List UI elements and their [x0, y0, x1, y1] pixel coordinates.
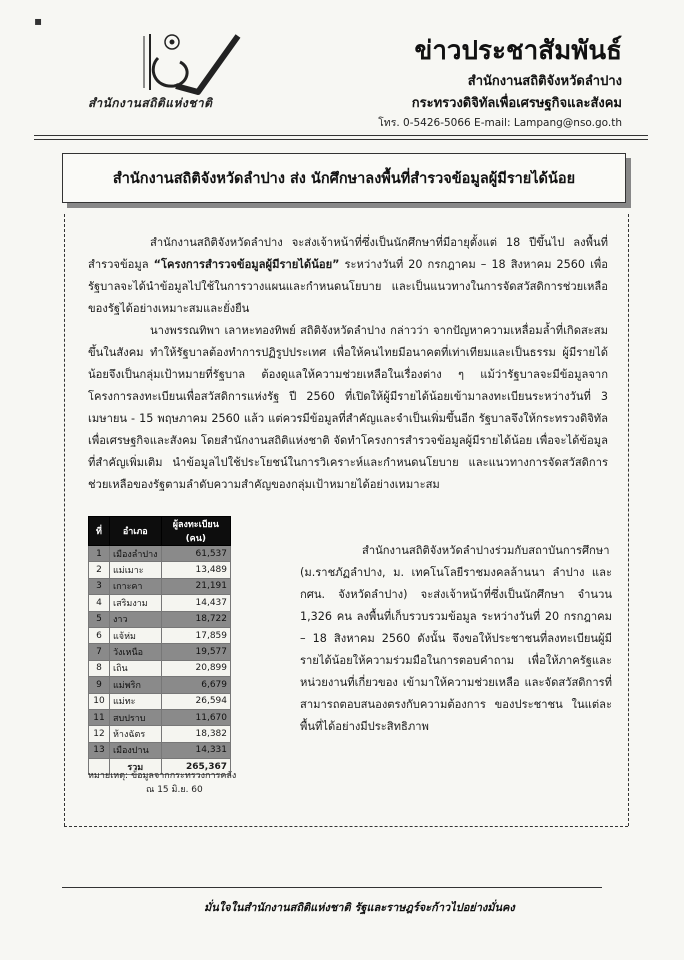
cell-count: 19,577	[161, 644, 230, 660]
cell-no: 2	[89, 562, 110, 578]
corner-mark: ▪	[34, 14, 43, 28]
headline-box	[62, 153, 626, 203]
paragraph-1	[88, 232, 608, 320]
cell-district: แม่พริก	[110, 677, 162, 693]
table-row	[89, 595, 231, 611]
paragraph-2	[88, 320, 608, 496]
headline: สำนักงานสถิติจังหวัดลำปาง ส่ง นักศึกษาลงพื้นที่สำรวจข้อมูลผู้มีรายได้น้อย	[112, 170, 576, 187]
survey-name: “โครงการสำรวจข้อมูลผู้มีรายได้น้อย”	[153, 258, 340, 271]
cell-no: 4	[89, 595, 110, 611]
cell-count: 13,489	[161, 562, 230, 578]
dashed-border-right	[628, 214, 629, 826]
cell-district: วังเหนือ	[110, 644, 162, 660]
cell-district: เมืองปาน	[110, 742, 162, 758]
table-row	[89, 742, 231, 758]
cell-no: 5	[89, 611, 110, 627]
header-divider-2	[34, 139, 648, 140]
dashed-border-bottom	[64, 826, 628, 827]
cell-no: 3	[89, 578, 110, 594]
cell-no: 7	[89, 644, 110, 660]
office-name: สำนักงานสถิติจังหวัดลำปาง	[467, 74, 622, 89]
cell-district: เกาะคา	[110, 578, 162, 594]
table-row	[89, 627, 231, 643]
header-divider	[34, 135, 648, 136]
ministry-name: กระทรวงดิจิทัลเพื่อเศรษฐกิจและสังคม	[411, 96, 622, 111]
cell-no: 11	[89, 709, 110, 725]
cell-no: 10	[89, 693, 110, 709]
paragraph-3	[300, 540, 612, 738]
paragraph-1-text: สำนักงานสถิติจังหวัดลำปาง จะส่งเจ้าหน้าที่ซึ่งเป็นนักศึกษาที่มีอายุตั้งแต่ 18 ปีขึ้นไป ลงพื้นที่สำรวจข้อมูล	[88, 236, 608, 271]
table-row	[89, 677, 231, 693]
col-header-no: ที่	[89, 517, 110, 546]
dashed-border-left	[64, 214, 65, 826]
cell-no: 12	[89, 726, 110, 742]
table-row	[89, 644, 231, 660]
table-note-date: ณ 15 มิ.ย. 60	[146, 785, 203, 795]
cell-no: 6	[89, 627, 110, 643]
cell-district: งาว	[110, 611, 162, 627]
table-row	[89, 726, 231, 742]
cell-count: 18,382	[161, 726, 230, 742]
cell-no: 8	[89, 660, 110, 676]
table-row	[89, 693, 231, 709]
table-row	[89, 546, 231, 562]
total-label: รวม	[110, 759, 162, 775]
cell-district: เถิน	[110, 660, 162, 676]
paragraph-3-text: สำนักงานสถิติจังหวัดลำปางร่วมกับสถาบันการศึกษา (ม.ราชภัฏลำปาง, ม. เทคโนโลยีราชมงคลล้านนา ลำปาง และ กศน. จังหวัดลำปาง) จะส่งเจ้าหน้าที่ซึ่งเป็นนักศึกษา จำนวน 1,326 คน ลงพื้นที่เก็บรวบรวมข้อมูล ระหว่างวันที่ 20 กรกฎาคม – 18 สิงหาคม 2560 ดังนั้น จึงขอให้ประชาชนที่ลงทะเบียนผู้มีรายได้น้อยให้ความร่วมมือในการตอบคำถาม เพื่อให้ภาครัฐและหน่วยงานที่เกี่ยวของ เข้ามาให้ความช่วยเหลือ และจัดสวัสดิการที่สามารถตอบสนองตรงกับความต้องการ ของประชาชน ในแต่ละพื้นที่ได้อย่างมีประสิทธิภาพ	[300, 544, 612, 733]
contact-info: โทร. 0-5426-5066 E-mail: Lampang@nso.go.th	[378, 117, 622, 129]
cell-district: สบปราบ	[110, 709, 162, 725]
col-header-district: อำเภอ	[110, 517, 162, 546]
page-title: ข่าวประชาสัมพันธ์	[414, 36, 622, 66]
cell-count: 14,331	[161, 742, 230, 758]
table-row	[89, 578, 231, 594]
cell-count: 21,191	[161, 578, 230, 594]
cell-district: เสริมงาม	[110, 595, 162, 611]
registration-table	[88, 516, 231, 775]
cell-count: 61,537	[161, 546, 230, 562]
footer-divider	[62, 887, 602, 888]
cell-count: 26,594	[161, 693, 230, 709]
footer-slogan: มั่นใจในสำนักงานสถิติแห่งชาติ รัฐและราษฎร์จะก้าวไปอย่างมั่นคง	[204, 901, 515, 914]
table-row	[89, 660, 231, 676]
paragraph-1-text-end: ระหว่างวันที่ 20 กรกฎาคม – 18 สิงหาคม 2560 เพื่อรัฐบาลจะได้นำข้อมูลไปใช้ในการวางแผนและกำหนดนโยบาย และเป็นแนวทางในการจัดสวัสดิการช่วยเหลือของรัฐได้อย่างเหมาะสมและยั่งยืน	[88, 258, 608, 315]
col-header-count: ผู้ลงทะเบียน (คน)	[161, 517, 230, 546]
cell-count: 6,679	[161, 677, 230, 693]
cell-district: แม่ทะ	[110, 693, 162, 709]
paragraph-2-text: นางพรรณทิพา เลาหะทองทิพย์ สถิติจังหวัดลำปาง กล่าวว่า จากปัญหาความเหลื่อมล้ำที่เกิดสะสมขึ้นในสังคม ทำให้รัฐบาลต้องทำการปฏิรูปประเทศ เพื่อให้คนไทยมีอนาคตที่เท่าเทียมและเป็นธรรม ผู้มีรายได้น้อยจึงเป็นกลุ่มเป้าหมายที่รัฐบาล ต้องดูแลให้ความช่วยเหลือในเรื่องต่าง ๆ แม้ว่ารัฐบาลจะมีข้อมูลจากโครงการลงทะเบียนเพื่อสวัสดิการแห่งรัฐ ปี 2560 ที่เปิดให้ผู้มีรายได้น้อยเข้ามาลงทะเบียนระหว่างวันที่ 3 เมษายน - 15 พฤษภาคม 2560 แล้ว แต่ควรมีข้อมูลที่สำคัญและจำเป็นเพิ่มขึ้นอีก รัฐบาลจึงให้กระทรวงดิจิทัลเพื่อเศรษฐกิจและสังคม โดยสำนักงานสถิติแห่งชาติ จัดทำโครงการสำรวจข้อมูลผู้มีรายได้น้อย เพื่อจะได้ข้อมูลที่สำคัญเพิ่มเติม นำข้อมูลไปใช้ประโยชน์ในการวิเคราะห์และกำหนดนโยบาย และแนวทางการจัดสวัสดิการช่วยเหลือของรัฐตามลำดับความสำคัญของกลุ่มเป้าหมายได้อย่างเหมาะสม	[88, 324, 608, 491]
table-row	[89, 562, 231, 578]
cell-no: 1	[89, 546, 110, 562]
cell-count: 17,859	[161, 627, 230, 643]
cell-count: 14,437	[161, 595, 230, 611]
table-row	[89, 709, 231, 725]
cell-district: แจ้ห่ม	[110, 627, 162, 643]
cell-district: เมืองลำปาง	[110, 546, 162, 562]
cell-district: ห้างฉัตร	[110, 726, 162, 742]
table-header-row	[89, 517, 231, 546]
cell-no: 9	[89, 677, 110, 693]
cell-count: 11,670	[161, 709, 230, 725]
cell-no: 13	[89, 742, 110, 758]
table-row	[89, 611, 231, 627]
cell-count: 18,722	[161, 611, 230, 627]
table-note: หมายเหตุ: ข้อมูลจากกระทรวงการคลัง	[88, 771, 237, 781]
cell-count: 20,899	[161, 660, 230, 676]
cell-district: แม่เมาะ	[110, 562, 162, 578]
logo-caption: สำนักงานสถิติแห่งชาติ	[88, 96, 213, 110]
total-value: 265,367	[161, 759, 230, 775]
